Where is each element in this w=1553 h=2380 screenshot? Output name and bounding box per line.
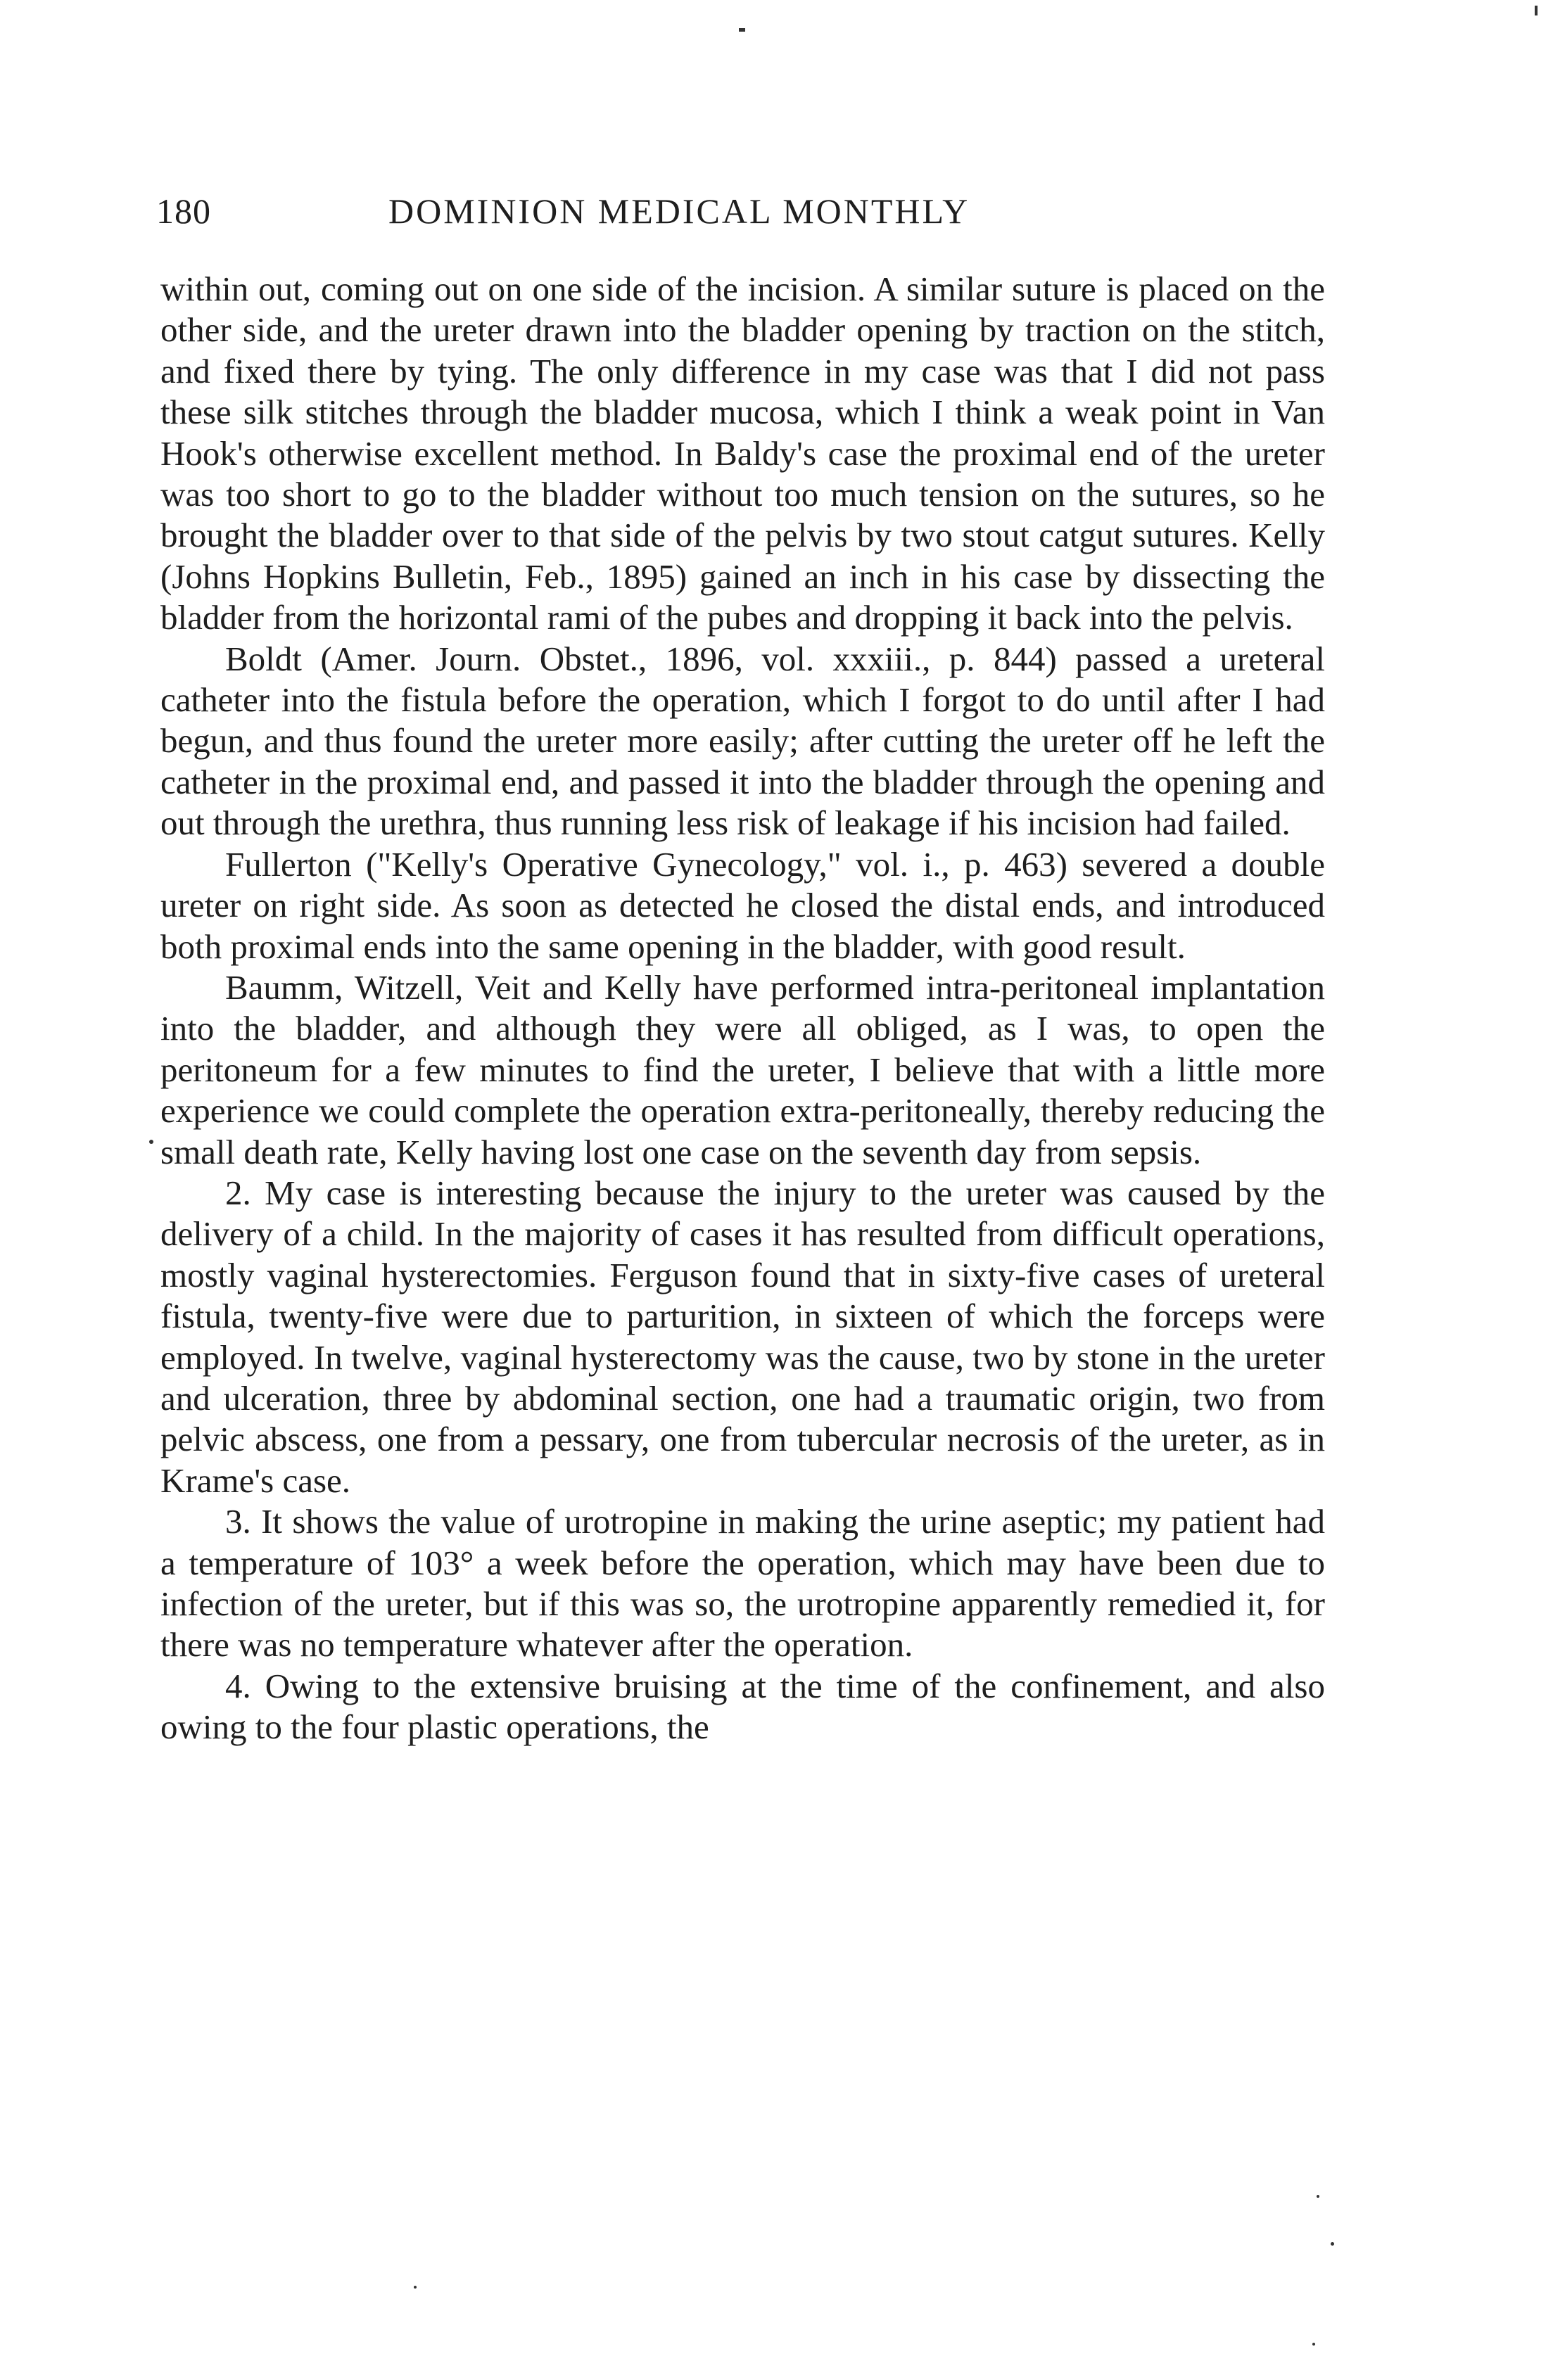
paragraph: 2. My case is interesting because the injury to the ureter was caused by the delivery of a child. In the majority of cases it has resulted from difficult operations, mostly vaginal hysterectomies. Ferguson found that in sixty-five cases of ureteral fistula, twenty-five were due to parturition, in sixteen of which the forceps were employed. In twelve, vaginal hysterectomy was the cause, two by stone in the ureter and ulceration, three by abdominal section, one had a traumatic origin, two from pelvic abscess, one from a pessary, one from tubercular necrosis of the ureter, as in Krame's case. — [160, 1173, 1325, 1500]
paragraph: 4. Owing to the extensive bruising at the time of the confinement, and also owing to the four plastic operations, the — [160, 1666, 1325, 1747]
scan-speck — [1331, 2242, 1334, 2246]
scan-mark — [739, 28, 745, 32]
paragraph: within out, coming out on one side of the incision. A similar suture is placed on the other side, and the ureter drawn into the bladder opening by traction on the stitch, and fixed there by tying. The only difference in my case was that I did not pass these silk stitches through the bladder mucosa, which I think a weak point in Van Hook's otherwise excellent method. In Baldy's case the proximal end of the ureter was too short to go to the bladder without too much tension on the sutures, so he brought the bladder over to that side of the pelvis by two stout catgut sutures. Kelly (Johns Hopkins Bulletin, Feb., 1895) gained an inch in his case by dissecting the bladder from the horizontal rami of the pubes and dropping it back into the pelvis. — [160, 269, 1325, 637]
page-header — [156, 186, 1370, 236]
scan-speck — [1312, 2343, 1315, 2346]
paragraph: Boldt (Amer. Journ. Obstet., 1896, vol. xxxiii., p. 844) passed a ureteral catheter into the fistula before the operation, which I forgot to do until after I had begun, and thus found the ureter more easily; after cutting the ureter off he left the catheter in the proximal end, and passed it into the bladder through the opening and out through the urethra, thus running less risk of leakage if his incision had failed. — [160, 639, 1325, 843]
scan-speck — [1317, 2195, 1319, 2198]
scan-speck — [414, 2286, 417, 2289]
paragraph: Fullerton ("Kelly's Operative Gynecology," vol. i., p. 463) severed a double ureter on right side. As soon as detected he closed the distal ends, and introduced both proximal ends into the same opening in the bladder, with good result. — [160, 844, 1325, 966]
scan-mark — [1535, 6, 1538, 15]
paragraph: Baumm, Witzell, Veit and Kelly have performed intra-peritoneal implantation into the bladder, and although they were all obliged, as I was, to open the peritoneum for a few minutes to find the ureter, I believe that with a little more experience we could complete the operation extra-peritoneally, thereby reducing the small death rate, Kelly having lost one case on the seventh day from sepsis. — [160, 967, 1325, 1171]
scan-speck — [149, 1140, 153, 1144]
body-text — [160, 269, 1325, 1748]
page-number: 180 — [156, 191, 211, 231]
paragraph: 3. It shows the value of urotropine in making the urine aseptic; my patient had a temperature of 103° a week before the operation, which may have been due to infection of the ureter, but if this was so, the urotropine apparently remedied it, for there was no temperature whatever after the operation. — [160, 1502, 1325, 1665]
running-title: DOMINION MEDICAL MONTHLY — [388, 191, 970, 231]
